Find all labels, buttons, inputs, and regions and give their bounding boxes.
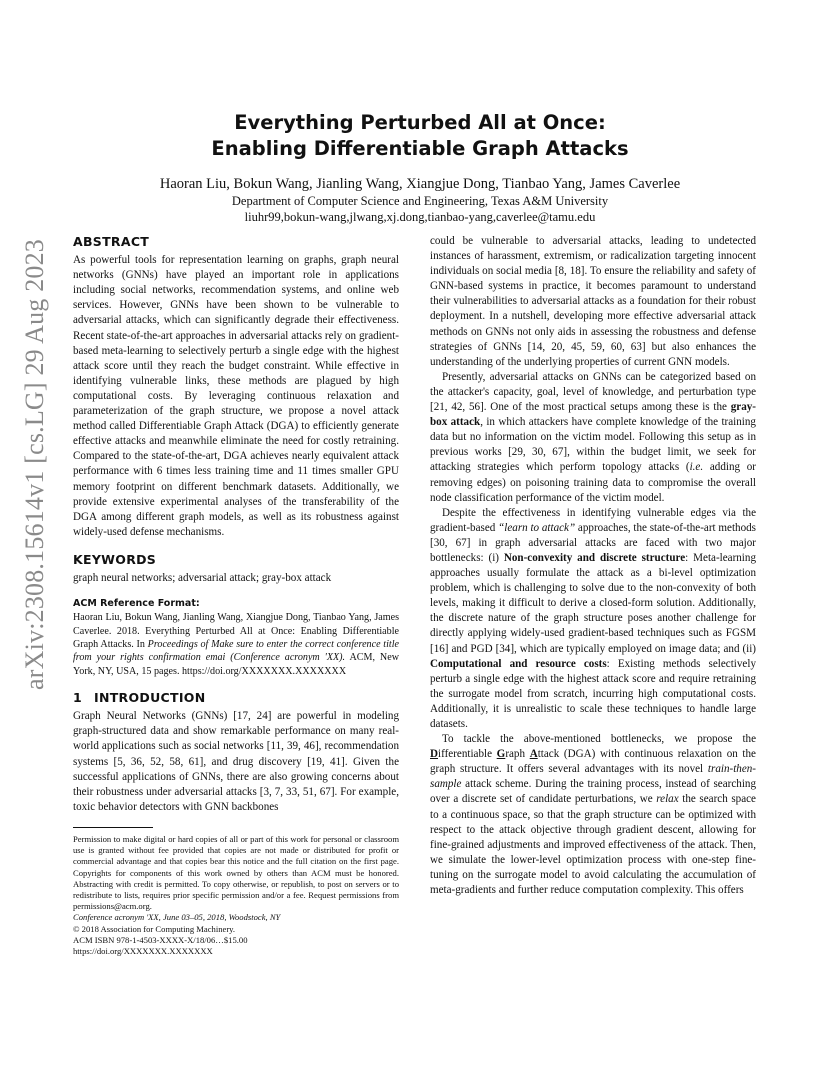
acm-ref-part-1: Haoran Liu, Bokun Wang, Jianling Wang, Xiangjue Dong, Tianbao Yang, James Caverlee. 2018. Everything Perturbed All at Once: Enabling Differentiable Graph Attacks. In bbox=[73, 612, 399, 650]
p4-text-e: the search space to a continuous space, so that the graph structure can be optimized with respect to the attack objective through gradient descent, allowing for fine-grained adjustments and improved effectiveness of the attack. Then, we simulate the lower-level optimization process with one-step fine-tuning on the surrogate model to avoid calculating the accumulation of meta-gradients and further reduce computation complexity. This offers bbox=[430, 793, 756, 897]
p4-text-c: attack scheme. During the training process, instead of searching over a discrete set of candidate perturbations, we bbox=[430, 778, 756, 806]
p4-relax: relax bbox=[656, 793, 679, 806]
p4-text-a: To tackle the above-mentioned bottlenecks, we propose the bbox=[442, 733, 756, 746]
p4-train-then-sample: train-then-sample bbox=[430, 763, 756, 791]
p2-gray-box: gray-box attack bbox=[430, 401, 756, 429]
p2-ie: i.e. bbox=[689, 461, 704, 474]
affiliation: Department of Computer Science and Engineering, Texas A&M University bbox=[231, 194, 609, 208]
p3-bottleneck-2: Computational and resource costs bbox=[430, 657, 607, 670]
abstract-text: As powerful tools for representation learning on graphs, graph neural networks (GNNs) have played an important role in applications including social networks, recommendation systems, and online web services. However, GNNs have been shown to be vulnerable to adversarial attacks, which can significantly degrade their effectiveness. Recent state-of-the-art approaches in adversarial attacks rely on gradient-based meta-learning to selectively perturb a single edge with the highest attack score until they reach the budget constraint. While effective in identifying vulnerable links, these methods are plagued by high computational costs. By leveraging continuous relaxation and parameterization of the graph structure, we propose a novel attack method called Differentiable Graph Attack (DGA) to efficiently generate effective attacks and meanwhile eliminate the need for costly retraining. Compared to the state-of-the-art, DGA achieves nearly equivalent attack performance with 6 times less training time and 11 times smaller GPU memory footprint on different benchmark datasets. Additionally, we provide extensive experimental analyses of the transferability of the DGA among different graph models, as well as its robustness against widely-used defense mechanisms. bbox=[73, 254, 399, 538]
author-list: Haoran Liu, Bokun Wang, Jianling Wang, Xiangjue Dong, Tianbao Yang, James Caverlee bbox=[159, 176, 681, 192]
p3-text-a: Despite the effectiveness in identifying vulnerable edges via the gradient-based bbox=[430, 506, 756, 534]
footnote-rule bbox=[73, 827, 153, 828]
section-number: 1 bbox=[73, 690, 82, 706]
permission-notice: Permission to make digital or hard copies of all or part of this work for personal or classroom use is granted without fee provided that copies are not made or distributed for profit or commercial advantage and that copies bear this notice and the full citation on the first page. Copyrights for components of this work owned by others than ACM must be honored. Abstracting with credit is permitted. To copy otherwise, or republish, to post on servers or to redistribute to lists, requires prior specific permission and/or a fee. Request permissions from permissions@acm.org. bbox=[73, 833, 399, 912]
footnote-block bbox=[73, 834, 399, 957]
doi-line: https://doi.org/XXXXXXX.XXXXXXX bbox=[73, 945, 213, 956]
acm-ref-part-2: ACM, New York, NY, USA, 15 pages. https://doi.org/XXXXXXX.XXXXXXX bbox=[73, 652, 399, 677]
p3-text-c: approaches, the state-of-the-art methods [30, 67] in graph adversarial attacks are faced with two major bottlenecks: (i) bbox=[430, 521, 756, 564]
p3-text-g: : Existing methods selectively perturb a single edge with the highest attack score and require retraining the surrogate model from scratch, incurring high computational costs. Additionally, it is unrealistic to scale these techniques to handle large datasets. bbox=[430, 657, 756, 730]
copyright-line: © 2018 Association for Computing Machinery. bbox=[73, 923, 236, 934]
left-column bbox=[73, 234, 399, 957]
intro-paragraph-continued: could be vulnerable to adversarial attacks, leading to undetected instances of harassment, extremism, or radicalization targeting innocent individuals on social media [8, 18]. To ensure the reliability and safety of GNN-based systems in practice, it becomes paramount to understand their vulnerabilities to adversarial attacks as a foundation for their robust deployment. In a nutshell, developing more effective adversarial attack methods on GNNs not only aids in assessing the robustness and defense strategies of GNNs [14, 20, 45, 59, 60, 63] but also enhances the understanding of the underlying properties of current GNN models. bbox=[430, 235, 756, 368]
introduction-heading bbox=[73, 690, 399, 705]
p2-text-a: Presently, adversarial attacks on GNNs can be categorized based on the attacker's capacity, goal, level of knowledge, and perturbation type [21, 42, 56]. One of the most practical setups among these is the bbox=[430, 370, 756, 414]
dga-letter-a: A bbox=[529, 748, 538, 761]
author-emails: liuhr99,bokun-wang,jlwang,xj.dong,tianbao-yang,caverlee@tamu.edu bbox=[244, 210, 596, 224]
dga-word-3: ttack (DGA) with continuous relaxation on the graph structure. It offers several advantages with its novel bbox=[430, 748, 756, 776]
dga-letter-g: G bbox=[496, 748, 506, 761]
intro-paragraph-3 bbox=[430, 506, 756, 732]
p2-text-e: adding or removing edges) on poisoning training data to compromise the overall node classification performance of the victim model. bbox=[430, 461, 756, 504]
dga-word-1: ifferentiable bbox=[438, 748, 497, 761]
paper-title bbox=[100, 110, 740, 162]
dga-word-2: raph bbox=[505, 748, 530, 761]
keywords-heading: KEYWORDS bbox=[73, 551, 157, 567]
arxiv-identifier: arXiv:2308.15614v1 [cs.LG] 29 Aug 2023 bbox=[20, 239, 49, 690]
intro-paragraph-1: Graph Neural Networks (GNNs) [17, 24] are powerful in modeling graph-structured data and show remarkable performance on many real-world applications such as social networks [11, 39, 46], recommendation systems [5, 36, 52, 58, 61], and drug discovery [19, 41]. Given the successful applications of GNNs, there are also growing concerns about their robustness under adversarial attacks [3, 7, 33, 51, 67]. For example, toxic behavior detectors with GNN backbones bbox=[73, 710, 399, 813]
dga-letter-d: D bbox=[430, 748, 439, 761]
intro-paragraph-4 bbox=[430, 732, 756, 898]
p2-text-c: , in which attackers have complete knowledge of the training data but no information on the victim model. Following this setup as in previous works [29, 30, 67], within the budget limit, we seek for attacking strategies which perform topology attacks ( bbox=[430, 416, 756, 474]
right-column bbox=[430, 234, 756, 898]
acm-reference-heading: ACM Reference Format: bbox=[73, 598, 200, 610]
intro-paragraph-2 bbox=[430, 370, 756, 506]
conference-text: Conference acronym 'XX, June 03–05, 2018, Woodstock, NY bbox=[73, 912, 281, 923]
isbn-line: ACM ISBN 978-1-4503-XXXX-X/18/06…$15.00 bbox=[73, 934, 248, 945]
conference-info bbox=[73, 912, 399, 923]
p3-learn-to-attack: “learn to attack” bbox=[498, 521, 576, 534]
title-line-1: Everything Perturbed All at Once: bbox=[234, 111, 606, 134]
acm-reference-text bbox=[73, 611, 399, 678]
section-title: INTRODUCTION bbox=[94, 690, 206, 706]
p3-text-e: : Meta-learning approaches usually formulate the attack as a bi-level optimization problem, which is challenging to solve due to the non-convexity of both levels, making it difficult to derive a closed-form solution. Additionally, the discrete nature of the graph structure poses another challenge for directly applying widely-used gradient-based techniques such as FGSM [16] and PGD [34], which are typically employed on image data; and (ii) bbox=[430, 551, 756, 655]
p3-bottleneck-1: Non-convexity and discrete structure bbox=[503, 551, 686, 564]
acm-ref-proceedings: Proceedings of Make sure to enter the correct conference title from your rights confirmation emai (Conference acronym 'XX). bbox=[73, 638, 399, 664]
keywords-text: graph neural networks; adversarial attack; gray-box attack bbox=[73, 571, 332, 584]
title-line-2: Enabling Differentiable Graph Attacks bbox=[211, 137, 629, 160]
abstract-heading: ABSTRACT bbox=[73, 234, 150, 249]
